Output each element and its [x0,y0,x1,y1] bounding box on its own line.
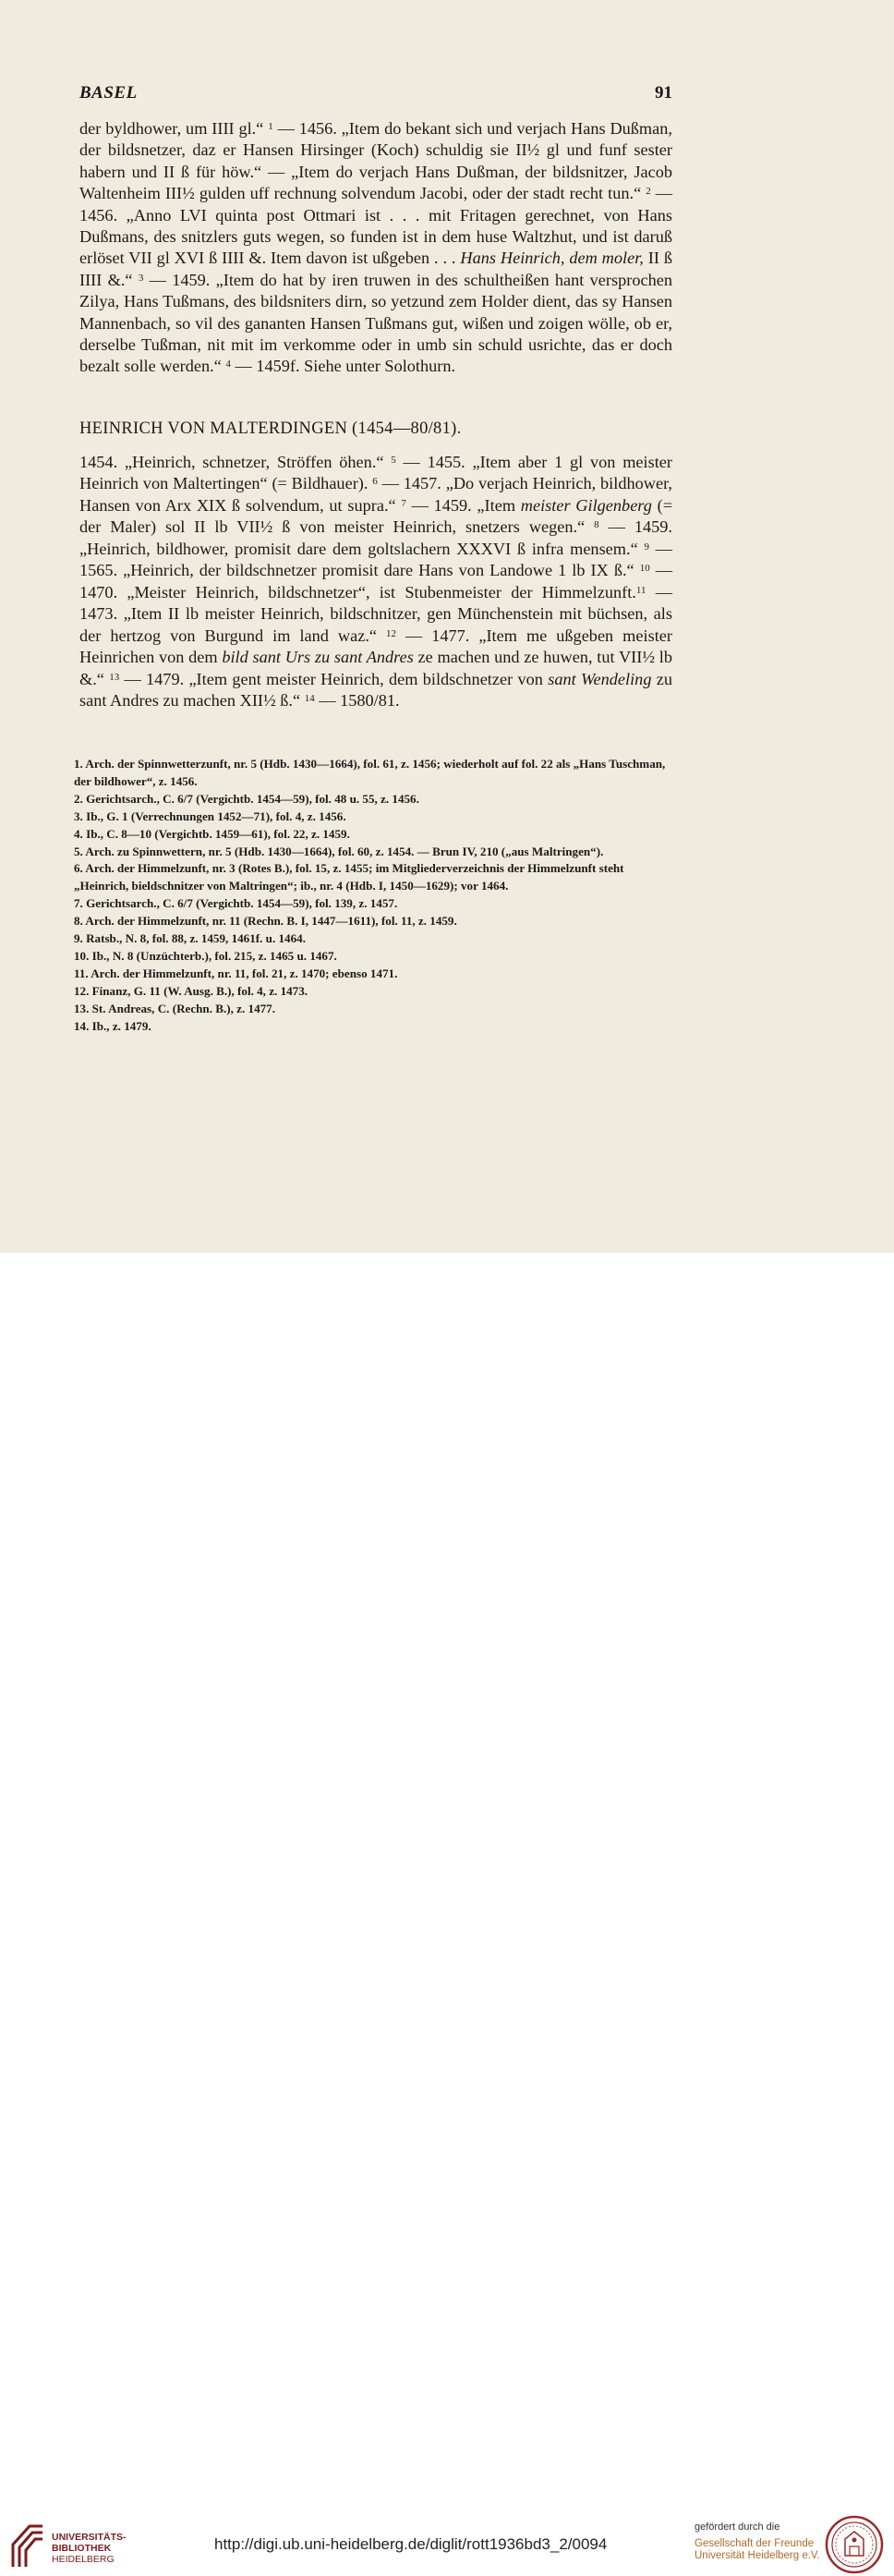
footnote: 8. Arch. der Himmelzunft, nr. 11 (Rechn. B. I, 1447—1611), fol. 11, z. 1459. [74,914,457,929]
text-span: — 1456. „Item do bekant sich und verjach Hans Dußman, der bildsnetzer, daz er Hansen Hirsinger (Koch) schuldig sie II½ gl und funf sester habern und II ß für höw.“ — „Item do verjach Hans Dußman, der bildsnitzer, Jacob Waltenheim III½ gulden uff rechnung solvendum Jacobi, oder der stadt recht tun.“ [79,119,672,203]
footnote-ref[interactable]: 13 [109,671,120,683]
footnote-ref[interactable]: 3 [138,272,144,284]
footnote: 10. Ib., N. 8 (Unzüchterb.), fol. 215, z. 1465 u. 1467. [74,948,337,963]
footnote: 5. Arch. zu Spinnwettern, nr. 5 (Hdb. 1430—1664), fol. 60, z. 1454. — Brun IV, 210 („aus Maltringen“). [74,844,604,858]
footnote-ref[interactable]: 1 [268,121,273,132]
footnote-ref[interactable]: 10 [639,563,650,575]
scanned-page [0,0,894,1253]
footnotes [74,756,672,1036]
footnote-ref[interactable]: 4 [225,358,231,371]
text-span: — 1470. „Meister Heinrich, bildschnetzer“, ist Stubenmeister der Himmelzunft. [79,561,673,601]
page-number: 91 [655,83,672,103]
footnote-ref[interactable]: 2 [646,186,651,198]
text-span: — 1459f. Siehe unter Solothurn. [230,357,456,376]
footnote: 6. Arch. der Himmelzunft, nr. 3 (Rotes B.), fol. 15, z. 1455; im Mitgliederverzeichnis der Himmelzunft steht „Heinrich, bieldschnitzer von Maltringen“; ib., nr. 4 (Hdb. I, 1450—1629); vor 1464. [74,861,624,893]
university-seal-icon [825,2513,884,2576]
footnote: 11. Arch. der Himmelzunft, nr. 11, fol. 21, z. 1470; ebenso 1471. [74,966,398,980]
running-header [79,83,672,109]
footer-bar [0,1253,894,2565]
library-line-1: UNIVERSITÄTS- [52,2532,127,2543]
footnote: 13. St. Andreas, C. (Rechn. B.), z. 1477. [74,1001,275,1015]
text-span: ze machen und ze huwen, tut VII½ lb &.“ [79,648,672,688]
text-span: zu sant Andres zu machen XII½ ß.“ [79,669,673,710]
text-span: — 1459. „Item do hat by iren truwen in des schultheißen hant versprochen Zilya, Hans Tußmans, des bildsniters dirn, so yetzund zem Holder dient, das sy Hansen Mannenbach, so vil des gananten Hansen Tußmans gut, wißen und zoigen wölle, ob er, derselbe Tußman, nit mit im verkomme oder in umb sin schuld usrichte, das er doch bezalt solle werden.“ [79,270,672,376]
header-place: BASEL [79,83,138,103]
library-line-2: BIBLIOTHEK [52,2543,112,2554]
text-span: — 1459. „Heinrich, bildhower, promisit dare dem goltslachern XXXVI ß infra mensem.“ [79,517,672,558]
footnote-ref[interactable]: 11 [635,584,646,596]
footnote: 4. Ib., C. 8—10 (Vergichtb. 1459—61), fol. 22, z. 1459. [74,826,350,841]
text-span: — 1457. „Do verjach Heinrich, bildhower, Hansen von Arx XIX ß solvendum, ut supra.“ [79,474,672,515]
library-name [52,2532,127,2565]
library-logo-icon [9,2517,46,2570]
text-span: der byldhower, um IIII gl.“ [79,119,269,138]
society-line-1: Gesellschaft der Freunde [695,2538,815,2549]
footnote: 1. Arch. der Spinnwetterzunft, nr. 5 (Hdb. 1430—1664), fol. 61, z. 1456; wiederholt auf fol. 22 als „Hans Tuschman, der bildhower“, z. 1456. [74,757,666,788]
text-span: — 1455. „Item aber 1 gl von meister Heinrich von Maltertingen“ (= Bildhauer). [79,453,673,493]
society-name [695,2538,820,2562]
funded-by-label: gefördert durch die [695,2521,780,2533]
text-span: 1454. „Heinrich, schnetzer, Ströffen öhen.“ [79,453,392,471]
intro-paragraph [79,118,672,378]
italic-span: meister Gilgenberg [520,495,652,515]
footnote-ref[interactable]: 8 [594,519,599,531]
society-line-2: Universität Heidelberg e.V. [695,2550,820,2561]
text-span: II ß IIII &.“ [79,249,672,289]
footnote: 9. Ratsb., N. 8, fol. 88, z. 1459, 1461f. u. 1464. [74,931,306,946]
italic-span: Hans Heinrich, dem moler, [460,249,644,268]
footnote: 12. Finanz, G. 11 (W. Ausg. B.), fol. 4, z. 1473. [74,983,308,998]
footnote-ref[interactable]: 9 [644,541,649,553]
text-span: (= der Maler) sol II lb VII½ ß von meister Heinrich, snetzers wegen.“ [79,495,673,537]
text-span: — 1580/81. [314,690,400,710]
footnote-ref[interactable]: 5 [391,455,396,466]
permalink-url[interactable]: http://digi.ub.uni-heidelberg.de/diglit/rott1936bd3_2/0094 [214,2535,608,2553]
footnote-ref[interactable]: 12 [386,627,396,639]
footnote: 14. Ib., z. 1479. [74,1018,151,1033]
text-span: — 1479. „Item gent meister Heinrich, dem bildschnetzer von [119,669,549,688]
italic-span: bild sant Urs zu sant Andres [222,648,414,667]
footnote-ref[interactable]: 14 [304,692,315,704]
footnote: 2. Gerichtsarch., C. 6/7 (Vergichtb. 1454—59), fol. 48 u. 55, z. 1456. [74,791,419,806]
italic-span: sant Wendeling [548,669,652,688]
text-span: — 1477. „Item me ußgeben meister Heinrichen von dem [79,626,672,667]
text-span: — 1459. „Item [405,495,521,515]
footnote: 3. Ib., G. 1 (Verrechnungen 1452—71), fol. 4, z. 1456. [74,808,346,823]
section-paragraph [79,452,672,711]
text-span: — 1456. „Anno LVI quinta post Ottmari ist . . . mit Fritagen gerechnet, von Hans Dußmans, des snitzlers guts wegen, so funden ist in dem huse Waltzhut, und ist daruß erlöset VII gl XVI ß IIII &. Item davon ist ußgeben . . . [79,184,672,268]
footnote-ref[interactable]: 6 [372,476,378,488]
text-span: — 1473. „Item II lb meister Heinrich, bildschnitzer, gen Münchenstein mit büchsen, als der hertzog von Burgund im land waz.“ [79,582,672,645]
text-span: — 1565. „Heinrich, der bildschnetzer promisit dare Hans von Landowe 1 lb IX ß.“ [79,539,672,580]
footnote-ref[interactable]: 7 [401,497,406,509]
library-line-3: HEIDELBERG [52,2554,115,2565]
section-heading: HEINRICH VON MALTERDINGEN (1454—80/81). [79,419,462,438]
footnote: 7. Gerichtsarch., C. 6/7 (Vergichtb. 1454—59), fol. 139, z. 1457. [74,896,398,911]
